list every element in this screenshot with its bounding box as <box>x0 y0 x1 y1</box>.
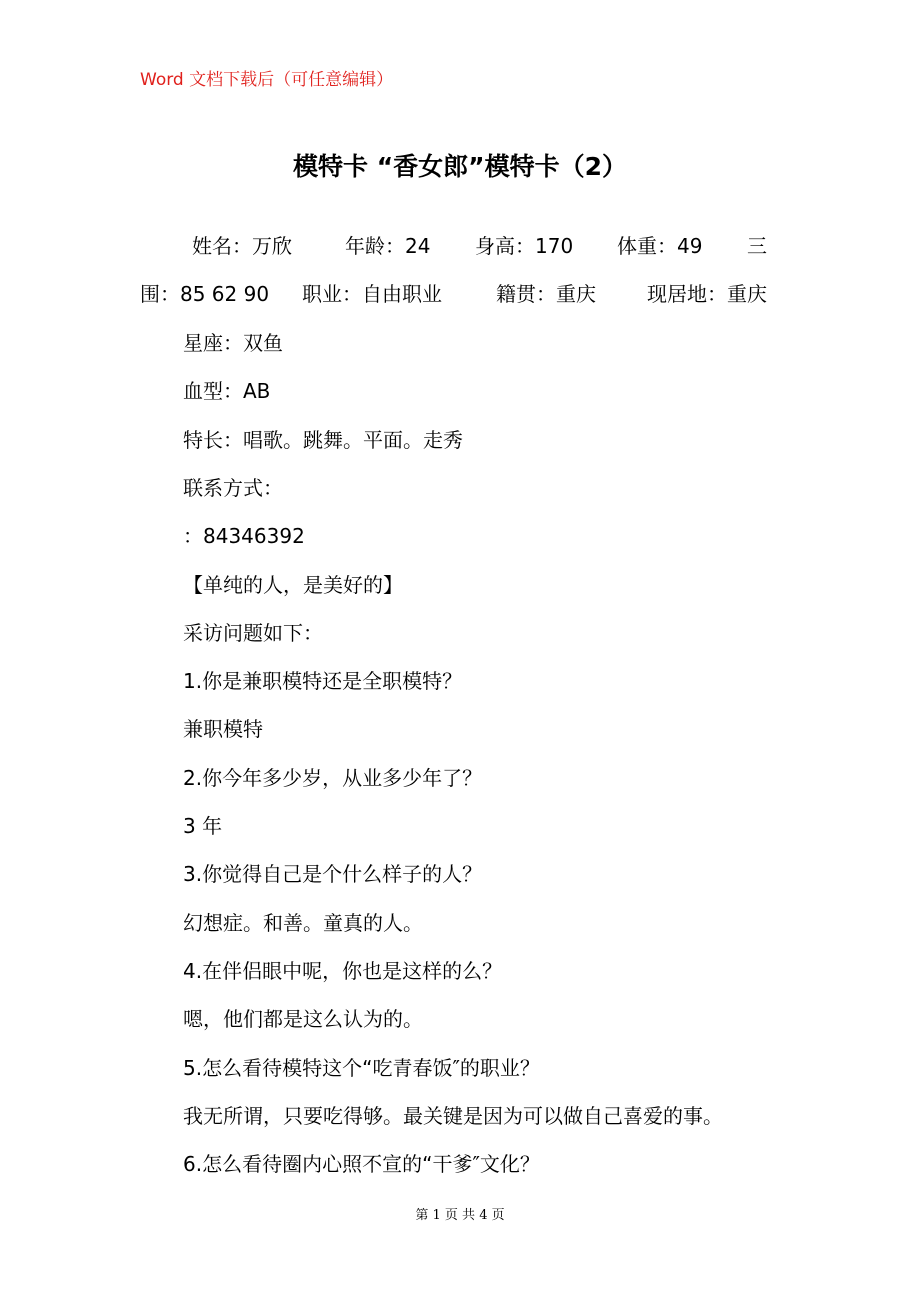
document-line: 特长：唱歌。跳舞。平面。走秀 <box>183 427 463 452</box>
document-line: 幻想症。和善。童真的人。 <box>183 910 423 935</box>
document-line: 采访问题如下： <box>183 620 323 645</box>
document-line: 嗯，他们都是这么认为的。 <box>183 1007 423 1032</box>
document-line: 血型：AB <box>183 379 271 404</box>
document-line: 我无所谓，只要吃得够。最关键是因为可以做自己喜爱的事。 <box>183 1103 723 1128</box>
document-line: 6.怎么看待圈内心照不宣的“干爹″文化？ <box>183 1152 540 1177</box>
profile-origin: 籍贯：重庆 <box>496 282 596 306</box>
profile-age: 年龄：24 <box>345 234 431 258</box>
document-line: 1.你是兼职模特还是全职模特？ <box>183 669 463 694</box>
page-footer: 第 1 页 共 4 页 <box>415 1208 505 1223</box>
document-line: 2.你今年多少岁，从业多少年了？ <box>183 765 483 790</box>
document-line: 【单纯的人，是美好的】 <box>183 572 403 597</box>
document-line: 兼职模特 <box>183 717 263 742</box>
document-line: 3.你觉得自己是个什么样子的人？ <box>183 862 483 887</box>
document-line: 4.在伴侣眼中呢，你也是这样的么？ <box>183 958 503 983</box>
profile-measurements-start: 三 <box>747 234 767 258</box>
profile-height: 身高：170 <box>475 234 574 258</box>
download-note: Word 文档下载后（可任意编辑） <box>140 70 394 90</box>
profile-job: 职业：自由职业 <box>302 282 442 306</box>
profile-name: 姓名：万欣 <box>192 234 292 258</box>
profile-measurements: 围：85 62 90 <box>140 282 270 306</box>
profile-residence: 现居地：重庆 <box>647 282 767 306</box>
document-line: 联系方式： <box>183 475 283 500</box>
document-line: 3 年 <box>183 814 223 838</box>
document-line: 5.怎么看待模特这个“吃青春饭″的职业？ <box>183 1055 540 1080</box>
profile-weight: 体重：49 <box>617 234 703 258</box>
page-title: 模特卡 “香女郎”模特卡（2） <box>293 152 627 181</box>
document-line: ：84346392 <box>183 524 305 549</box>
document-line: 星座：双鱼 <box>183 331 283 355</box>
